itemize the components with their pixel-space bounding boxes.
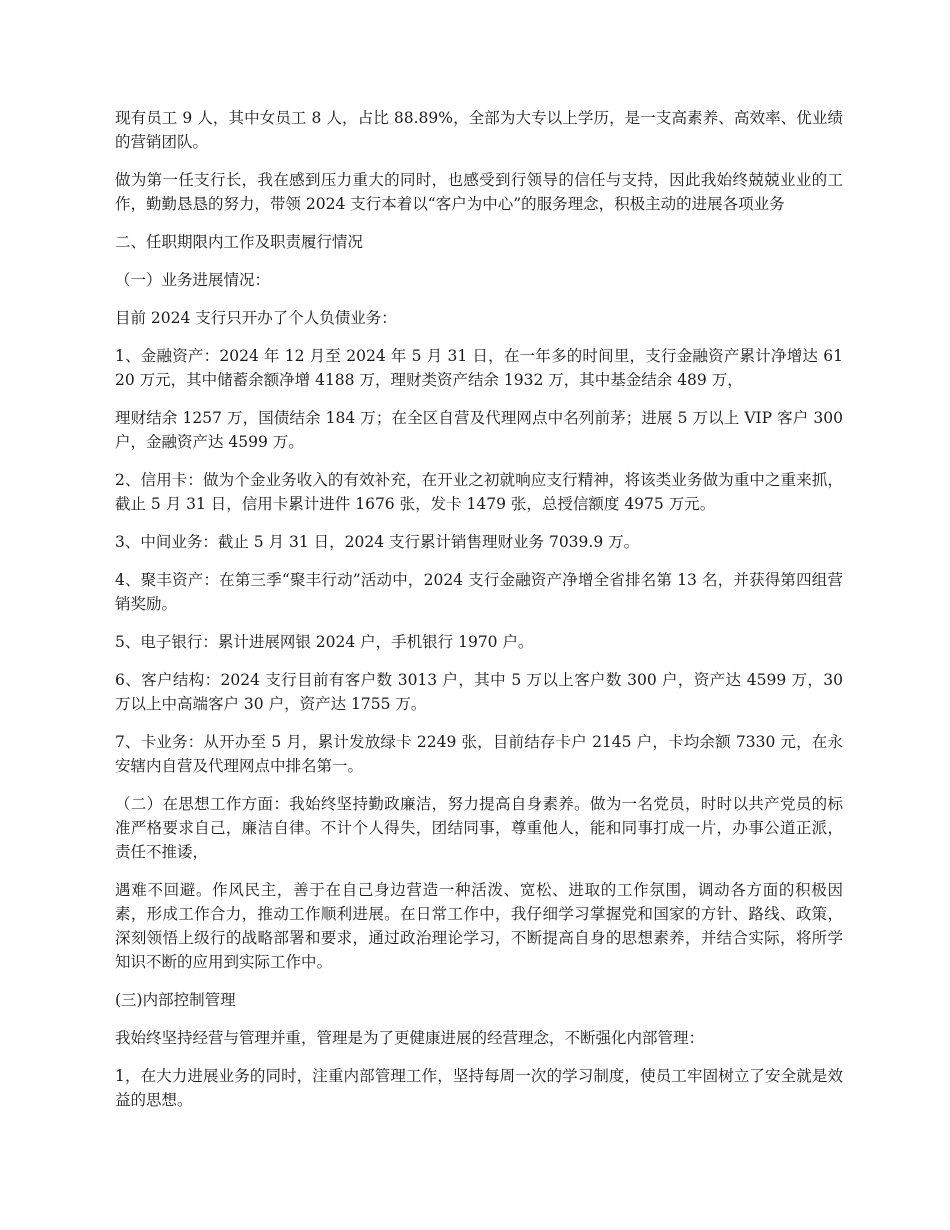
paragraph-card-business: 7、卡业务：从开办至 5 月，累计发放绿卡 2249 张，目前结存卡户 2145 户，卡均余额 7330 元，在永安辖内自营及代理网点中排名第一。 xyxy=(115,733,843,775)
paragraph-business-scope: 目前 2024 支行只开办了个人负债业务： xyxy=(115,309,397,327)
section-heading-duties: 二、任职期限内工作及职责履行情况 xyxy=(115,233,364,251)
paragraph-financial-assets: 1、金融资产：2024 年 12 月至 2024 年 5 月 31 日，在一年多的时间里，支行金融资产累计净增达 6120 万元，其中储蓄余额净增 4188 万，理财类资产结余 1932 万，其中基金结余 489 万， xyxy=(115,347,843,389)
document-page xyxy=(115,106,843,1126)
paragraph-branch-manager: 做为第一任支行长，我在感到压力重大的同时，也感受到行领导的信任与支持，因此我始终兢兢业业的工作，勤勤恳恳的努力，带领 2024 支行本着以“客户为中心”的服务理念，积极主动的进展各项业务 xyxy=(115,171,843,213)
paragraph-team-overview: 现有员工 9 人，其中女员工 8 人，占比 88.89%，全部为大专以上学历，是一支高素养、高效率、优业绩的营销团队。 xyxy=(115,109,843,151)
paragraph-financial-assets-cont: 理财结余 1257 万，国债结余 184 万；在全区自营及代理网点中名列前茅；进展 5 万以上 VIP 客户 300 户，金融资产达 4599 万。 xyxy=(115,409,843,451)
paragraph-intermediate-business: 3、中间业务：截止 5 月 31 日，2024 支行累计销售理财业务 7039.9 万。 xyxy=(115,533,640,551)
paragraph-management-item-1: 1，在大力进展业务的同时，注重内部管理工作，坚持每周一次的学习制度，使员工牢固树立了安全就是效益的思想。 xyxy=(115,1067,843,1109)
paragraph-ideology-work-cont: 遇难不回避。作风民主，善于在自己身边营造一种活泼、宽松、进取的工作氛围，调动各方面的积极因素，形成工作合力，推动工作顺利进展。在日常工作中，我仔细学习掌握党和国家的方针、路线、政策，深刻领悟上级行的战略部署和要求，通过政治理论学习，不断提高自身的思想素养，并结合实际，将所学知识不断的应用到实际工作中。 xyxy=(115,881,843,971)
paragraph-customer-structure: 6、客户结构：2024 支行目前有客户数 3013 户，其中 5 万以上客户数 300 户，资产达 4599 万，30 万以上中高端客户 30 户，资产达 1755 万。 xyxy=(115,671,843,713)
subsection-heading-internal-control: (三)内部控制管理 xyxy=(115,991,236,1009)
subsection-heading-business: （一）业务进展情况： xyxy=(115,271,271,289)
paragraph-credit-card: 2、信用卡：做为个金业务收入的有效补充，在开业之初就响应支行精神，将该类业务做为重中之重来抓，截止 5 月 31 日，信用卡累计进件 1676 张，发卡 1479 张，总授信额度 4975 万元。 xyxy=(115,471,843,513)
paragraph-jufeng-assets: 4、聚丰资产：在第三季“聚丰行动”活动中，2024 支行金融资产净增全省排名第 13 名，并获得第四组营销奖励。 xyxy=(115,571,843,613)
paragraph-e-banking: 5、电子银行：累计进展网银 2024 户，手机银行 1970 户。 xyxy=(115,633,534,651)
paragraph-ideology-work: （二）在思想工作方面：我始终坚持勤政廉洁，努力提高自身素养。做为一名党员，时时以共产党员的标准严格要求自己，廉洁自律。不计个人得失，团结同事，尊重他人，能和同事打成一片，办事公道正派，责任不推诿， xyxy=(115,795,843,861)
paragraph-internal-management: 我始终坚持经营与管理并重，管理是为了更健康进展的经营理念，不断强化内部管理： xyxy=(115,1029,705,1047)
